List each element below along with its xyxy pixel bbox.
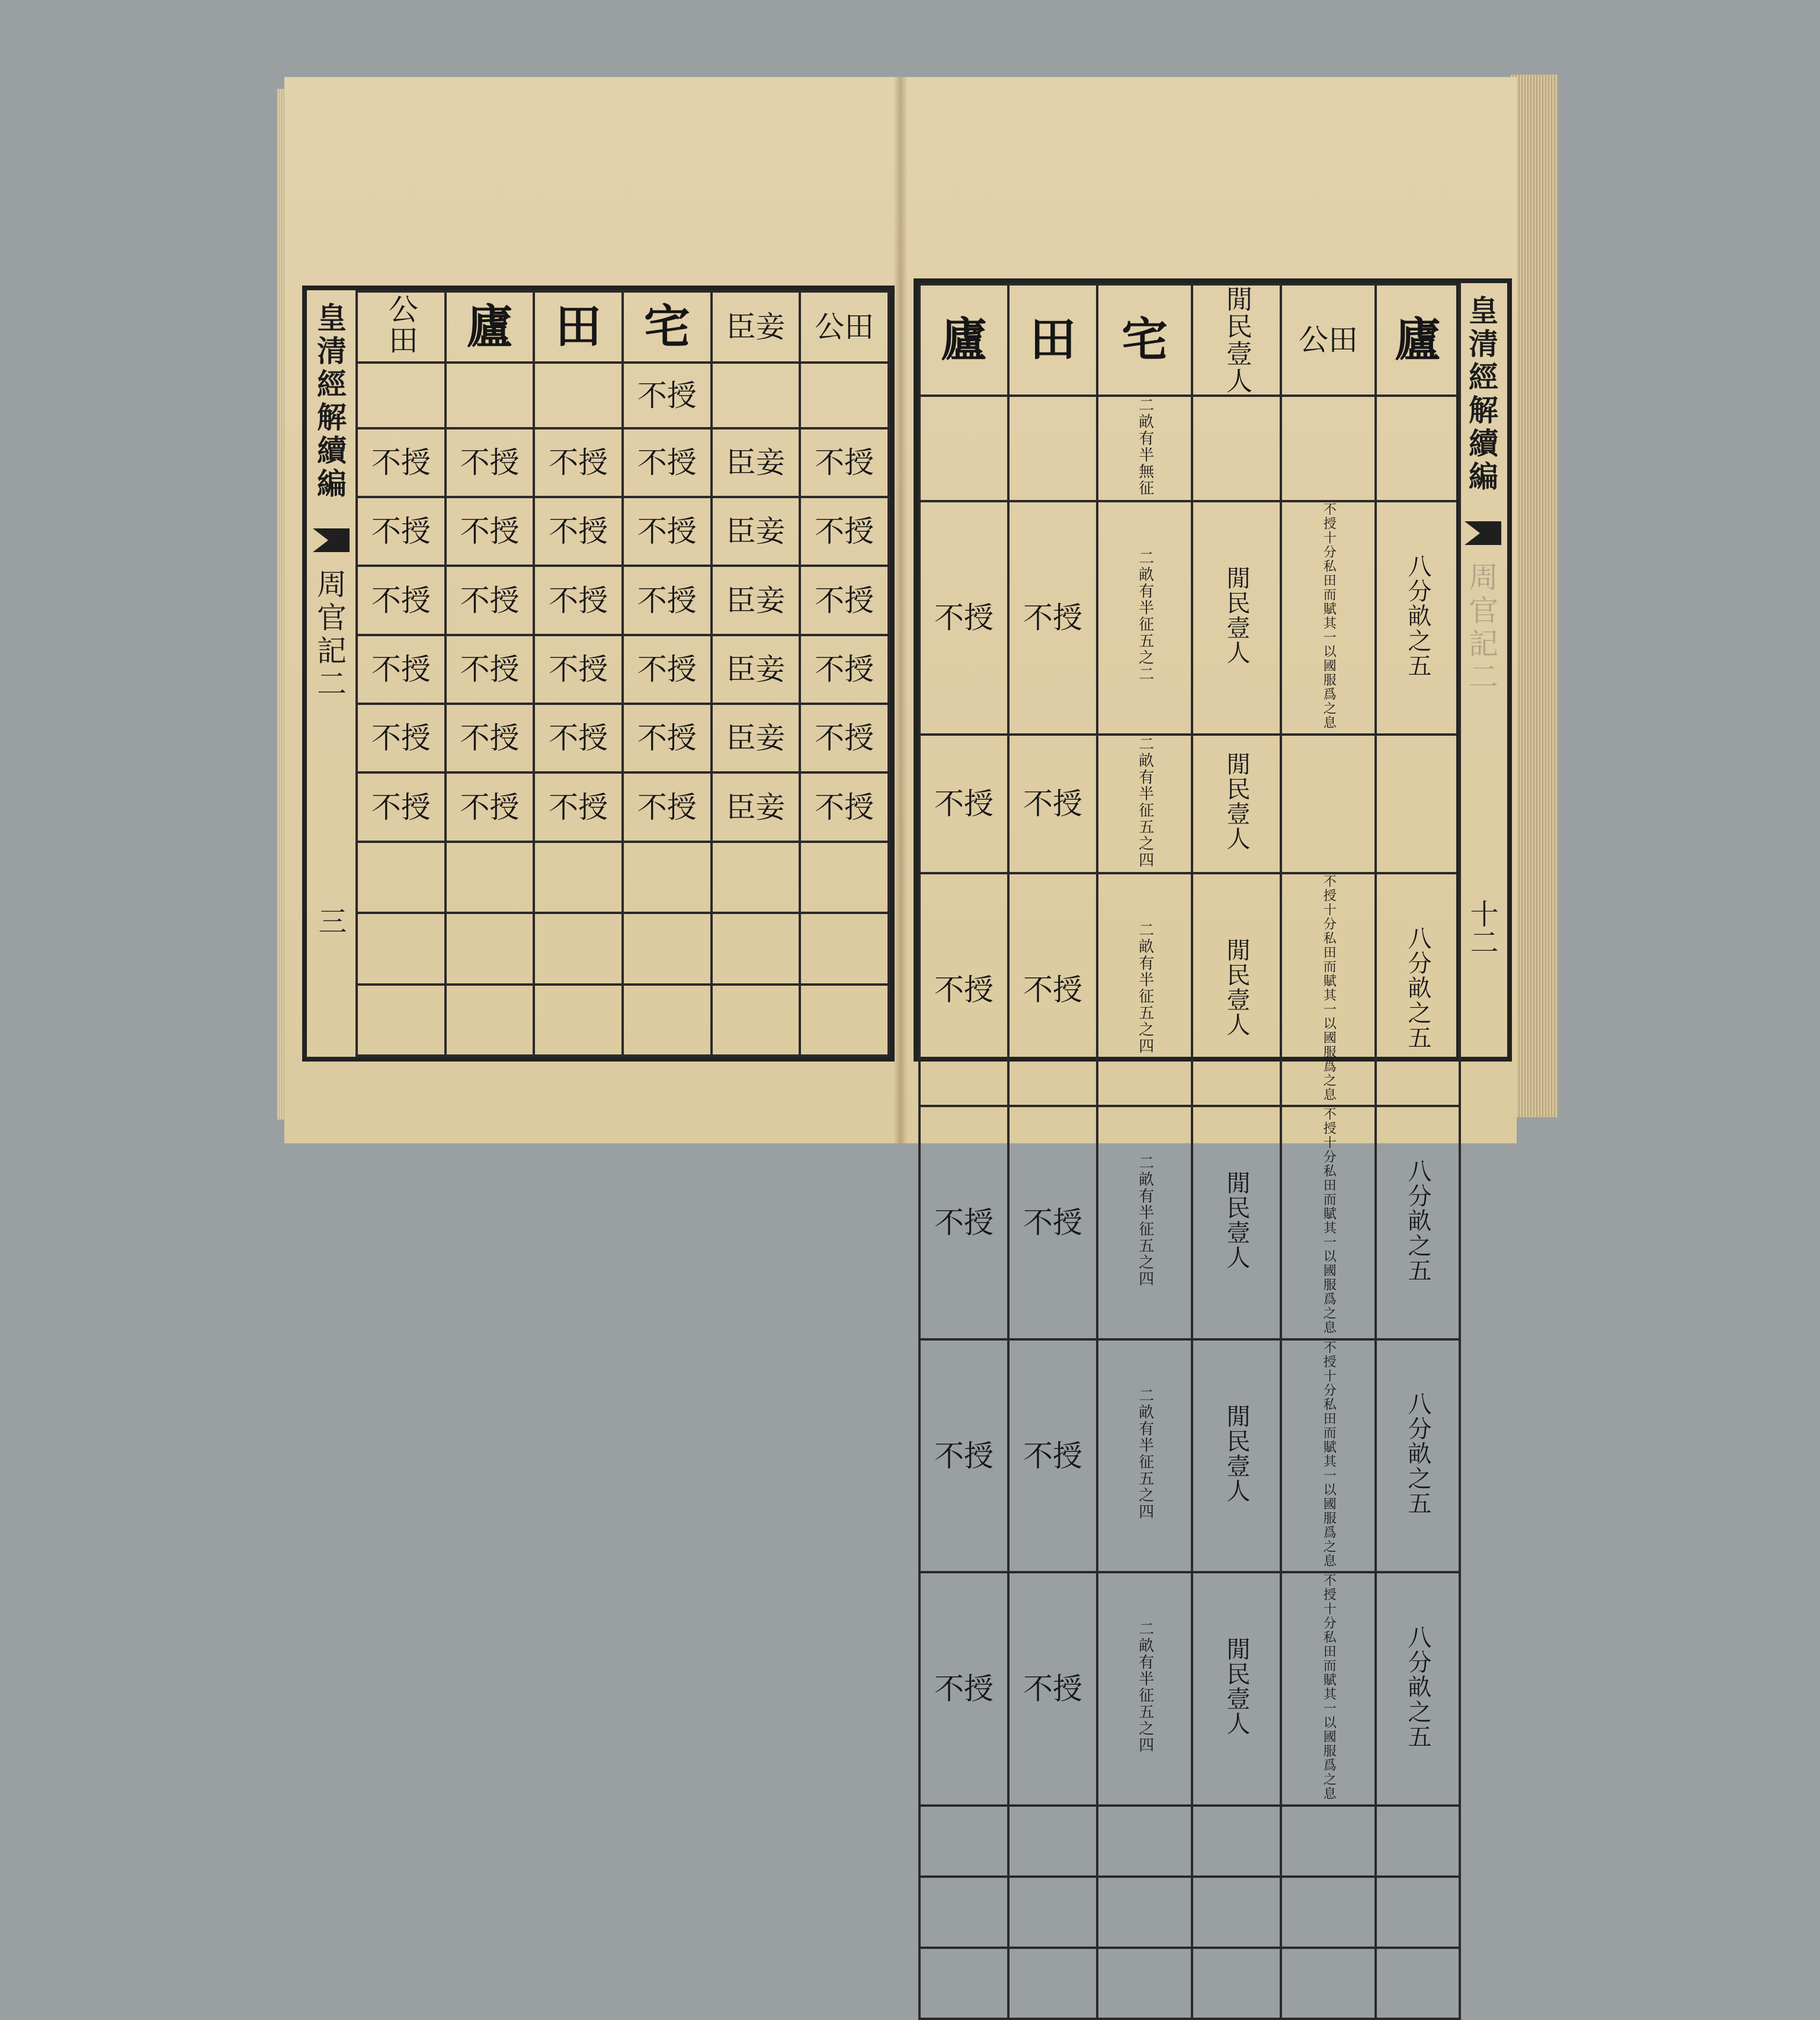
table-cell: 臣妾: [712, 635, 800, 704]
book-title: 皇清經解續編: [312, 302, 347, 501]
table-cell: [357, 363, 446, 428]
table-cell: 不授: [623, 704, 712, 772]
table-cell: 不授: [1008, 1572, 1097, 1805]
table-cell: 不授: [1008, 501, 1097, 734]
table-cell: [534, 363, 623, 428]
table-cell: [1008, 396, 1097, 501]
table-cell: 閒民壹人: [1192, 1339, 1281, 1572]
header-cell: 閒民壹人: [1192, 284, 1281, 396]
note-cell: 不授十分私田而賦其一以國服爲之息: [1281, 501, 1376, 734]
table-row: [357, 704, 889, 772]
right-table-frame: [914, 278, 1512, 1801]
table-cell: [1192, 396, 1281, 501]
open-book: [284, 77, 1517, 1801]
table-cell: 臣妾: [712, 497, 800, 566]
page-number: 十二: [1465, 899, 1498, 956]
left-page: [284, 77, 901, 1143]
table-cell: 不授: [919, 1339, 1008, 1572]
table-cell: 不授: [534, 566, 623, 634]
table-cell: 不授: [1008, 1339, 1097, 1572]
header-cell: 公田: [357, 291, 446, 363]
table-row: [357, 428, 889, 497]
zhai-cell: 二畝有半征五之四: [1097, 1572, 1192, 1805]
header-cell: 廬: [1376, 284, 1460, 396]
table-cell: 不授: [446, 772, 534, 841]
table-row: [357, 635, 889, 704]
table-cell: 不授: [919, 1572, 1008, 1805]
note-cell: [1281, 735, 1376, 873]
chapter-title: 周官記二: [1464, 562, 1498, 694]
table-row: [357, 497, 889, 566]
table-cell: 不授: [919, 873, 1008, 1106]
empty-row: [357, 913, 889, 984]
header-cell: 田: [534, 291, 623, 363]
table-cell: 閒民壹人: [1192, 1106, 1281, 1339]
table-row: [919, 735, 1460, 873]
table-row: [919, 1339, 1460, 1572]
empty-row: [919, 1806, 1460, 1877]
zhai-cell: 二畝有半征五之二: [1097, 501, 1192, 734]
right-page-edge-column: [1456, 283, 1507, 1057]
table-cell: 閒民壹人: [1192, 873, 1281, 1106]
note-cell: 不授十分私田而賦其一以國服爲之息: [1281, 873, 1376, 1106]
table-cell: 不授: [446, 566, 534, 634]
table-cell: 不授: [1008, 873, 1097, 1106]
empty-row: [357, 985, 889, 1056]
header-cell: 公田: [800, 291, 889, 363]
table-cell: 閒民壹人: [1192, 501, 1281, 734]
table-cell: 臣妾: [712, 566, 800, 634]
table-cell: [712, 363, 800, 428]
note-cell: 八分畝之五: [1376, 501, 1460, 734]
zhai-cell: 二畝有半征五之四: [1097, 1106, 1192, 1339]
table-cell: 不授: [623, 428, 712, 497]
header-cell: 宅: [1097, 284, 1192, 396]
table-cell: 臣妾: [712, 428, 800, 497]
table-cell: 不授: [623, 566, 712, 634]
table-cell: 不授: [1008, 735, 1097, 873]
left-page-edge-column: [307, 290, 358, 1057]
table-cell: [919, 396, 1008, 501]
table-cell: 不授: [534, 772, 623, 841]
table-cell: 不授: [357, 566, 446, 634]
left-register-table: [355, 290, 890, 1057]
table-cell: 不授: [446, 428, 534, 497]
table-header-row: [919, 284, 1460, 396]
table-row: [357, 363, 889, 428]
note-cell: 八分畝之五: [1376, 1106, 1460, 1339]
table-cell: 不授: [357, 428, 446, 497]
table-row: [357, 772, 889, 841]
table-header-row: [357, 291, 889, 363]
header-cell: 宅: [623, 291, 712, 363]
table-row: [919, 1572, 1460, 1805]
table-cell: 不授: [919, 501, 1008, 734]
table-row: [919, 1106, 1460, 1339]
table-cell: 不授: [357, 635, 446, 704]
table-cell: 不授: [800, 704, 889, 772]
note-cell: 八分畝之五: [1376, 873, 1460, 1106]
empty-row: [919, 1948, 1460, 2019]
note-cell: 不授十分私田而賦其一以國服爲之息: [1281, 1572, 1376, 1805]
table-cell: 不授: [800, 635, 889, 704]
table-cell: [800, 363, 889, 428]
table-cell: 不授: [800, 428, 889, 497]
table-cell: 不授: [446, 635, 534, 704]
table-cell: 不授: [534, 428, 623, 497]
table-cell: 不授: [919, 1106, 1008, 1339]
header-cell: 廬: [446, 291, 534, 363]
fish-tail-mark-icon: [1462, 520, 1504, 546]
table-cell: 不授: [534, 704, 623, 772]
table-cell: 不授: [357, 704, 446, 772]
note-cell: 不授十分私田而賦其一以國服爲之息: [1281, 1339, 1376, 1572]
table-cell: 臣妾: [712, 772, 800, 841]
note-cell: 八分畝之五: [1376, 1572, 1460, 1805]
header-cell: 廬: [919, 284, 1008, 396]
table-cell: 不授: [357, 772, 446, 841]
table-cell: 閒民壹人: [1192, 1572, 1281, 1805]
table-cell: 不授: [534, 497, 623, 566]
empty-row: [357, 842, 889, 913]
table-cell: 不授: [800, 566, 889, 634]
table-cell: [1281, 396, 1376, 501]
table-cell: 臣妾: [712, 704, 800, 772]
table-cell: 不授: [800, 497, 889, 566]
table-cell: 不授: [534, 635, 623, 704]
table-cell: 不授: [1008, 1106, 1097, 1339]
right-register-table: [918, 283, 1461, 2020]
zhai-cell: 二畝有半征五之四: [1097, 1339, 1192, 1572]
zhai-cell: 二畝有半征五之四: [1097, 735, 1192, 873]
right-page-edges: [1511, 75, 1558, 1117]
fish-tail-mark-icon: [310, 527, 352, 553]
left-table-frame: [302, 286, 895, 1062]
note-cell: [1376, 735, 1460, 873]
header-cell: 臣妾: [712, 291, 800, 363]
table-row: [919, 873, 1460, 1106]
header-cell: 公田: [1281, 284, 1376, 396]
header-cell: 田: [1008, 284, 1097, 396]
table-cell: 不授: [623, 635, 712, 704]
table-cell: 不授: [919, 735, 1008, 873]
table-cell: [446, 363, 534, 428]
table-row: [919, 396, 1460, 501]
table-cell: 不授: [357, 497, 446, 566]
table-cell: 不授: [800, 772, 889, 841]
table-cell: 不授: [623, 363, 712, 428]
table-cell: 不授: [446, 497, 534, 566]
note-cell: 不授十分私田而賦其一以國服爲之息: [1281, 1106, 1376, 1339]
zhai-cell: 二畝有半征五之四: [1097, 873, 1192, 1106]
empty-row: [919, 1877, 1460, 1948]
book-gutter: [893, 77, 908, 1143]
table-row: [357, 566, 889, 634]
right-page: [901, 77, 1517, 1801]
note-cell: 八分畝之五: [1376, 1339, 1460, 1572]
book-title: 皇清經解續編: [1464, 295, 1499, 494]
table-cell: [1376, 396, 1460, 501]
page-number: 三: [313, 906, 347, 935]
table-cell: 閒民壹人: [1192, 735, 1281, 873]
table-row: [919, 501, 1460, 734]
table-cell: 不授: [623, 772, 712, 841]
chapter-title: 周官記二: [312, 569, 347, 701]
zhai-cell: 二畝有半無征: [1097, 396, 1192, 501]
table-cell: 不授: [623, 497, 712, 566]
table-cell: 不授: [446, 704, 534, 772]
